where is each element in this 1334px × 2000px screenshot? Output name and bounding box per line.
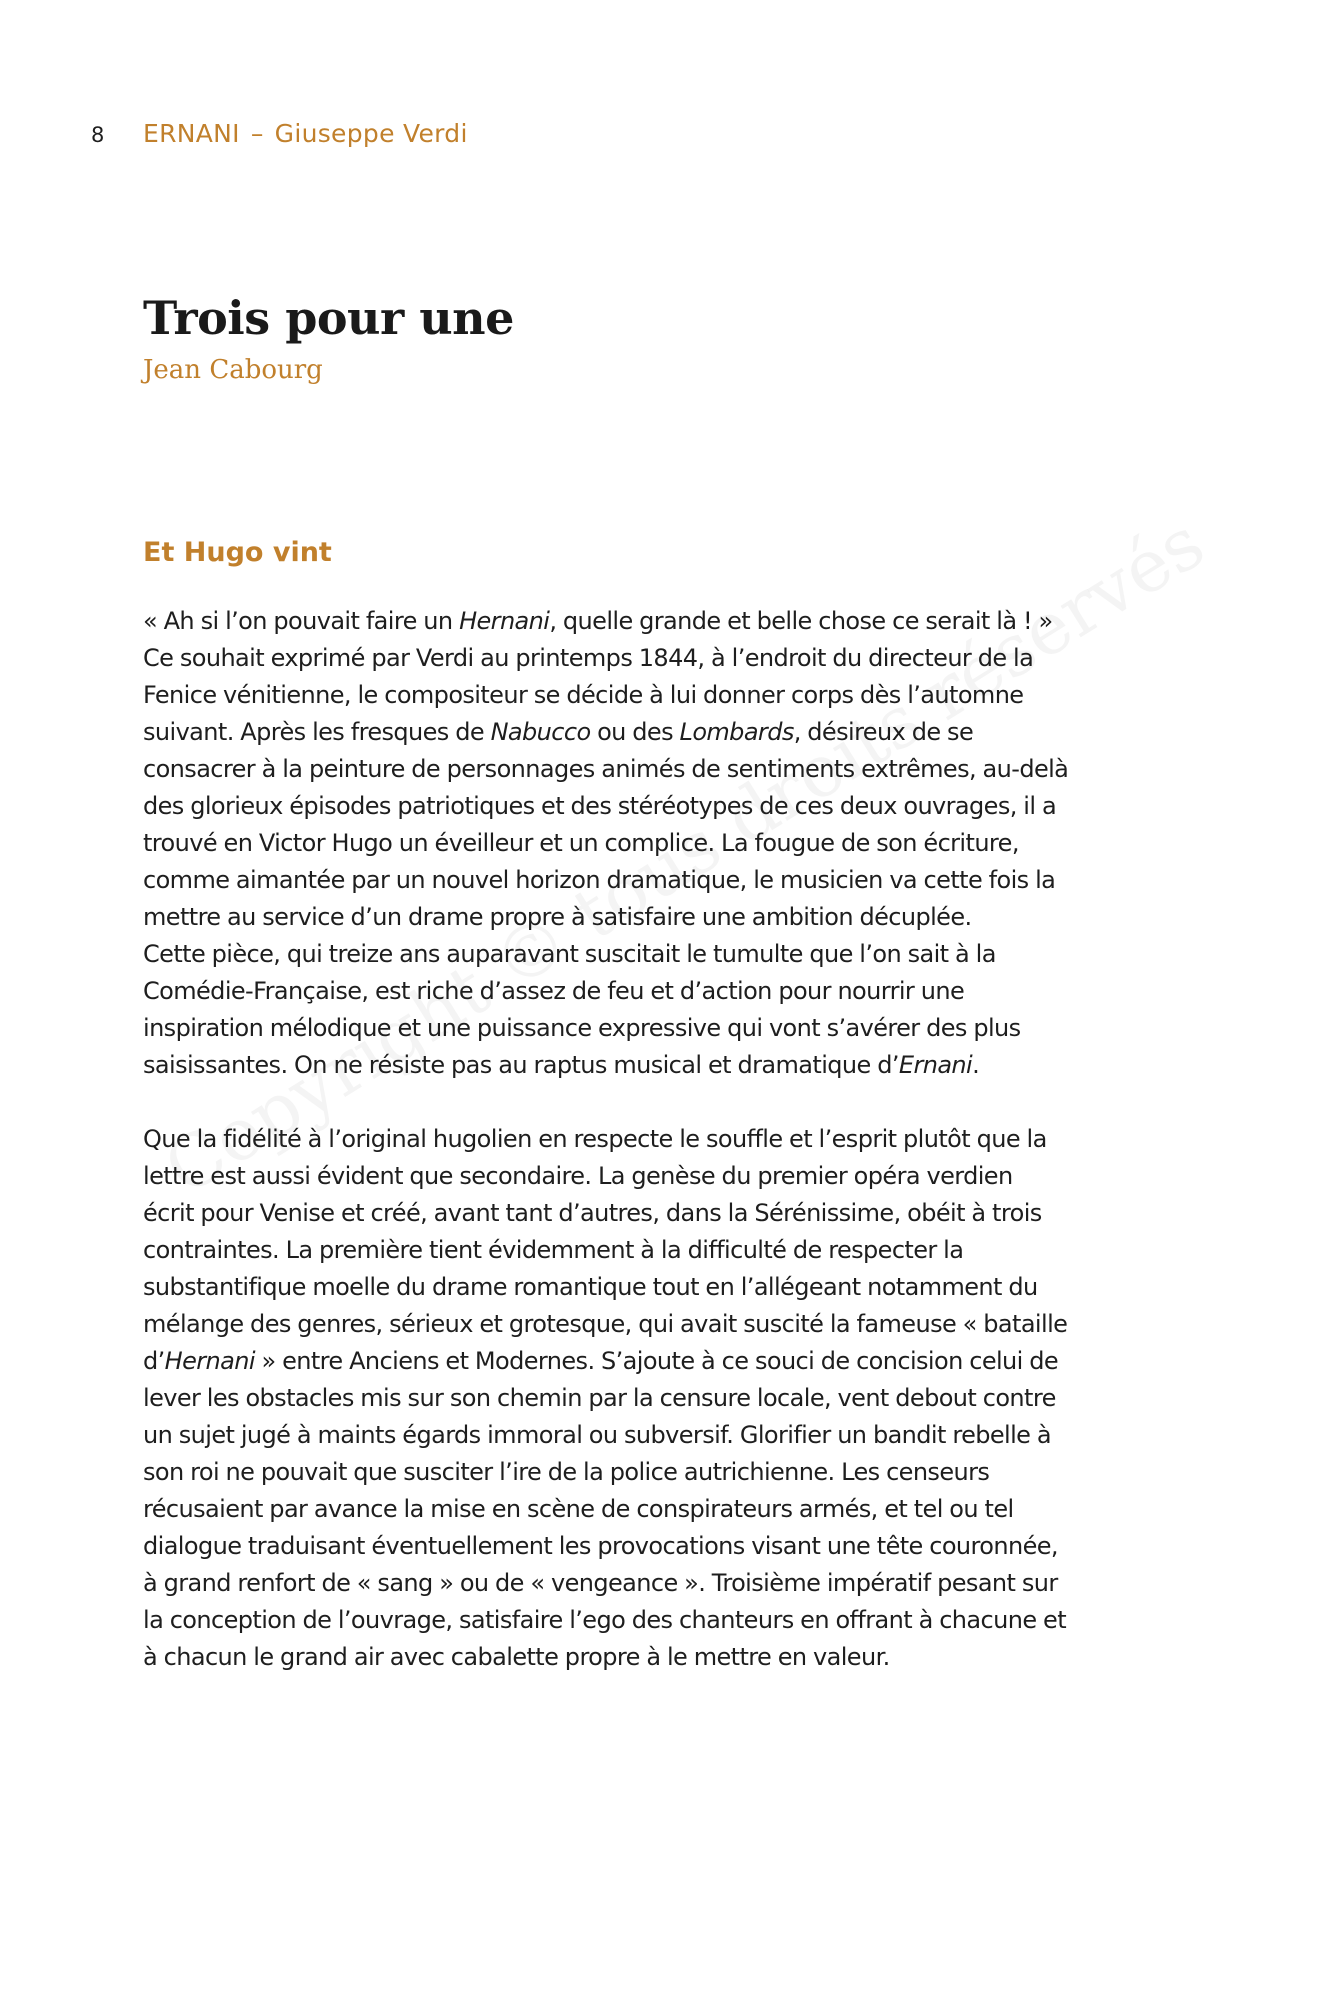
text-line: Fenice vénitienne, le compositeur se décide à lui donner corps dès l’automne	[143, 681, 1024, 709]
text-line: substantifique moelle du drame romantique tout en l’allégeant notamment du	[143, 1273, 1038, 1301]
text-line: mettre au service d’un drame propre à satisfaire une ambition décuplée.	[143, 903, 972, 931]
article-author: Jean Cabourg	[143, 355, 323, 385]
composer-name: Giuseppe Verdi	[274, 119, 468, 148]
text-line: récusaient par avance la mise en scène de conspirateurs armés, et tel ou tel	[143, 1495, 1014, 1523]
text-line: comme aimantée par un nouvel horizon dramatique, le musicien va cette fois la	[143, 866, 1056, 894]
text-line: Comédie-Française, est riche d’assez de feu et d’action pour nourrir une	[143, 977, 965, 1005]
article-title: Trois pour une	[143, 291, 514, 345]
text-line: saisissantes. On ne résiste pas au raptus musical et dramatique d’Ernani.	[143, 1051, 980, 1079]
text-line: un sujet jugé à maints égards immoral ou subversif. Glorifier un bandit rebelle à	[143, 1421, 1051, 1449]
paragraph-spacer	[143, 1084, 1203, 1121]
text-line: son roi ne pouvait que susciter l’ire de la police autrichienne. Les censeurs	[143, 1458, 990, 1486]
article-section	[143, 530, 1203, 1676]
text-line: d’Hernani » entre Anciens et Modernes. S’ajoute à ce souci de concision celui de	[143, 1347, 1059, 1375]
running-head	[91, 118, 468, 151]
text-line: la conception de l’ouvrage, satisfaire l’ego des chanteurs en offrant à chacune et	[143, 1606, 1066, 1634]
text-line: écrit pour Venise et créé, avant tant d’autres, dans la Sérénissime, obéit à trois	[143, 1199, 1042, 1227]
text-line: suivant. Après les fresques de Nabucco ou des Lombards, désireux de se	[143, 718, 974, 746]
text-line: dialogue traduisant éventuellement les provocations visant une tête couronnée,	[143, 1532, 1058, 1560]
section-heading: Et Hugo vint	[143, 537, 332, 568]
text-line: contraintes. La première tient évidemment à la difficulté de respecter la	[143, 1236, 964, 1264]
book-title: ERNANI	[143, 119, 240, 148]
article-body	[143, 603, 1203, 1676]
text-line: lever les obstacles mis sur son chemin par la censure locale, vent debout contre	[143, 1384, 1056, 1412]
text-line: lettre est aussi évident que secondaire. La genèse du premier opéra verdien	[143, 1162, 1013, 1190]
running-head-separator: –	[250, 119, 264, 148]
text-line: Cette pièce, qui treize ans auparavant suscitait le tumulte que l’on sait à la	[143, 940, 996, 968]
text-line: Que la fidélité à l’original hugolien en respecte le souffle et l’esprit plutôt que la	[143, 1125, 1047, 1153]
text-line: à chacun le grand air avec cabalette propre à le mettre en valeur.	[143, 1643, 890, 1671]
text-line: trouvé en Victor Hugo un éveilleur et un complice. La fougue de son écriture,	[143, 829, 1019, 857]
page-number: 8	[91, 123, 105, 147]
text-line: mélange des genres, sérieux et grotesque, qui avait suscité la fameuse « bataille	[143, 1310, 1068, 1338]
text-line: inspiration mélodique et une puissance expressive qui vont s’avérer des plus	[143, 1014, 1021, 1042]
text-line: des glorieux épisodes patriotiques et des stéréotypes de ces deux ouvrages, il a	[143, 792, 1057, 820]
text-line: à grand renfort de « sang » ou de « vengeance ». Troisième impératif pesant sur	[143, 1569, 1058, 1597]
article-header	[143, 288, 514, 390]
text-line: Ce souhait exprimé par Verdi au printemps 1844, à l’endroit du directeur de la	[143, 644, 1034, 672]
text-line: consacrer à la peinture de personnages animés de sentiments extrêmes, au-delà	[143, 755, 1069, 783]
text-line: « Ah si l’on pouvait faire un Hernani, quelle grande et belle chose ce serait là ! »	[143, 607, 1053, 635]
